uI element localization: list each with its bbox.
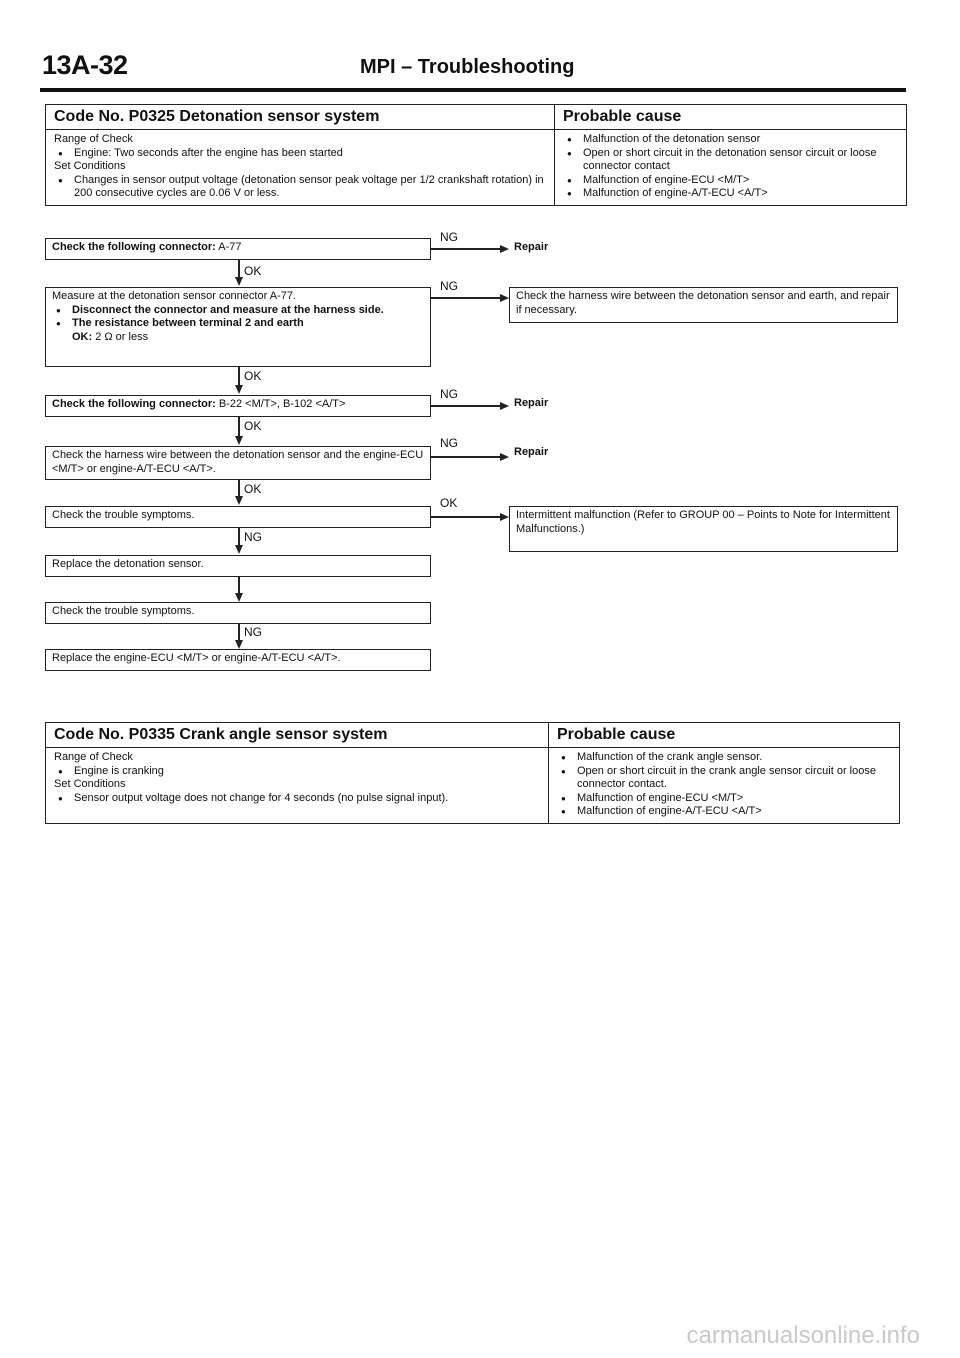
step-check-connector-b22 [45,395,431,417]
cause-item: ● Malfunction of engine-A/T-ECU <A/T> [563,187,898,201]
ng-line [431,456,501,458]
code-p0325-cause-title: Probable cause [555,105,907,130]
step-label-rest: A-77 [215,241,242,253]
cause-item: ● Malfunction of engine-ECU <M/T> [563,174,898,188]
result-check-harness-earth: Check the harness wire between the detonation sensor and earth, and repair if necessary. [509,287,898,323]
arrow-down [235,436,243,445]
cause-item: ● Malfunction of the crank angle sensor. [557,751,891,765]
repair-label: Repair [514,397,549,409]
range-label: Range of Check [54,133,133,145]
code-p0325-conditions [46,130,555,206]
step-replace-ecu: Replace the engine-ECU <M/T> or engine-A/T-ECU <A/T>. [45,649,431,671]
arrow-down [235,385,243,394]
arrow-down [235,277,243,286]
step-measure-resistance [45,287,431,367]
arrow-right [500,245,509,253]
ng-label: NG [244,625,262,639]
ok-label: OK [244,482,262,496]
step-check-harness-ecu: Check the harness wire between the detonation sensor and the engine-ECU <M/T> or engine-A/T-ECU <A/T>. [45,446,431,480]
arrow-right [500,294,509,302]
ng-line [431,297,501,299]
range-label: Range of Check [54,751,133,763]
ng-line [431,248,501,250]
step-bullet: ● Disconnect the connector and measure at the harness side. [52,304,424,318]
set-item: ● Changes in sensor output voltage (detonation sensor peak voltage per 1/2 crankshaft rotation) in 200 consecutive cycles are 0.06 V or less. [54,174,546,201]
ng-label: NG [440,436,458,450]
code-p0325-causes [555,130,907,206]
cause-item: ● Malfunction of engine-A/T-ECU <A/T> [557,805,891,819]
cause-item: ● Malfunction of engine-ECU <M/T> [557,792,891,806]
cause-item: ● Open or short circuit in the detonation sensor circuit or loose connector contact [563,147,898,174]
range-item: ● Engine: Two seconds after the engine has been started [54,147,546,161]
ok-label: OK [244,369,262,383]
set-label: Set Conditions [54,778,126,790]
step-text: Measure at the detonation sensor connector A-77. [52,290,296,302]
ok-line [238,367,240,387]
ok-criterion-value: 2 Ω or less [92,330,149,343]
step-label-rest: B-22 <M/T>, B-102 <A/T> [215,398,346,410]
ok-line [431,516,501,518]
arrow-down [235,496,243,505]
step-bullet: ● The resistance between terminal 2 and earth [52,317,424,331]
ng-line [238,624,240,641]
page-title: MPI – Troubleshooting [360,56,575,78]
code-p0335-conditions [46,748,549,824]
cause-item: ● Malfunction of the detonation sensor [563,133,898,147]
code-p0325-title: Code No. P0325 Detonation sensor system [46,105,555,130]
ok-line [238,260,240,277]
ok-label: OK [440,496,458,510]
cause-item: ● Open or short circuit in the crank angle sensor circuit or loose connector contact. [557,765,891,792]
ok-line [238,480,240,497]
code-p0335-table [45,722,900,824]
ok-criterion-label: OK: [72,330,93,343]
step-label-bold: Check the following connector: [52,241,216,253]
ng-label: NG [244,530,262,544]
ok-label: OK [244,419,262,433]
result-intermittent-malfunction: Intermittent malfunction (Refer to GROUP 00 – Points to Note for Intermittent Malfunctions.) [509,506,898,552]
ok-line [238,417,240,436]
code-p0335-cause-title: Probable cause [549,723,900,748]
step-check-trouble-symptoms-2: Check the trouble symptoms. [45,602,431,624]
step-label-bold: Check the following connector: [52,398,216,410]
ok-label: OK [244,264,262,278]
arrow-right [500,402,509,410]
arrow-down [235,545,243,554]
page-number: 13A-32 [42,50,128,80]
code-p0335-causes [549,748,900,824]
ng-label: NG [440,387,458,401]
flow-line [238,577,240,594]
step-check-trouble-symptoms: Check the trouble symptoms. [45,506,431,528]
ng-line [431,405,501,407]
ok-criterion [52,331,424,345]
repair-label: Repair [514,241,549,253]
arrow-down [235,640,243,649]
header-rule [40,88,906,92]
arrow-right [500,513,509,521]
step-replace-detonation-sensor: Replace the detonation sensor. [45,555,431,577]
set-label: Set Conditions [54,160,126,172]
ng-label: NG [440,230,458,244]
arrow-down [235,593,243,602]
code-p0335-title: Code No. P0335 Crank angle sensor system [46,723,549,748]
watermark: carmanualsonline.info [686,1322,920,1349]
code-p0325-table [45,104,907,206]
ng-label: NG [440,279,458,293]
arrow-right [500,453,509,461]
step-check-connector-a77 [45,238,431,260]
range-item: ● Engine is cranking [54,765,540,779]
set-item: ● Sensor output voltage does not change for 4 seconds (no pulse signal input). [54,792,540,806]
repair-label: Repair [514,446,549,458]
